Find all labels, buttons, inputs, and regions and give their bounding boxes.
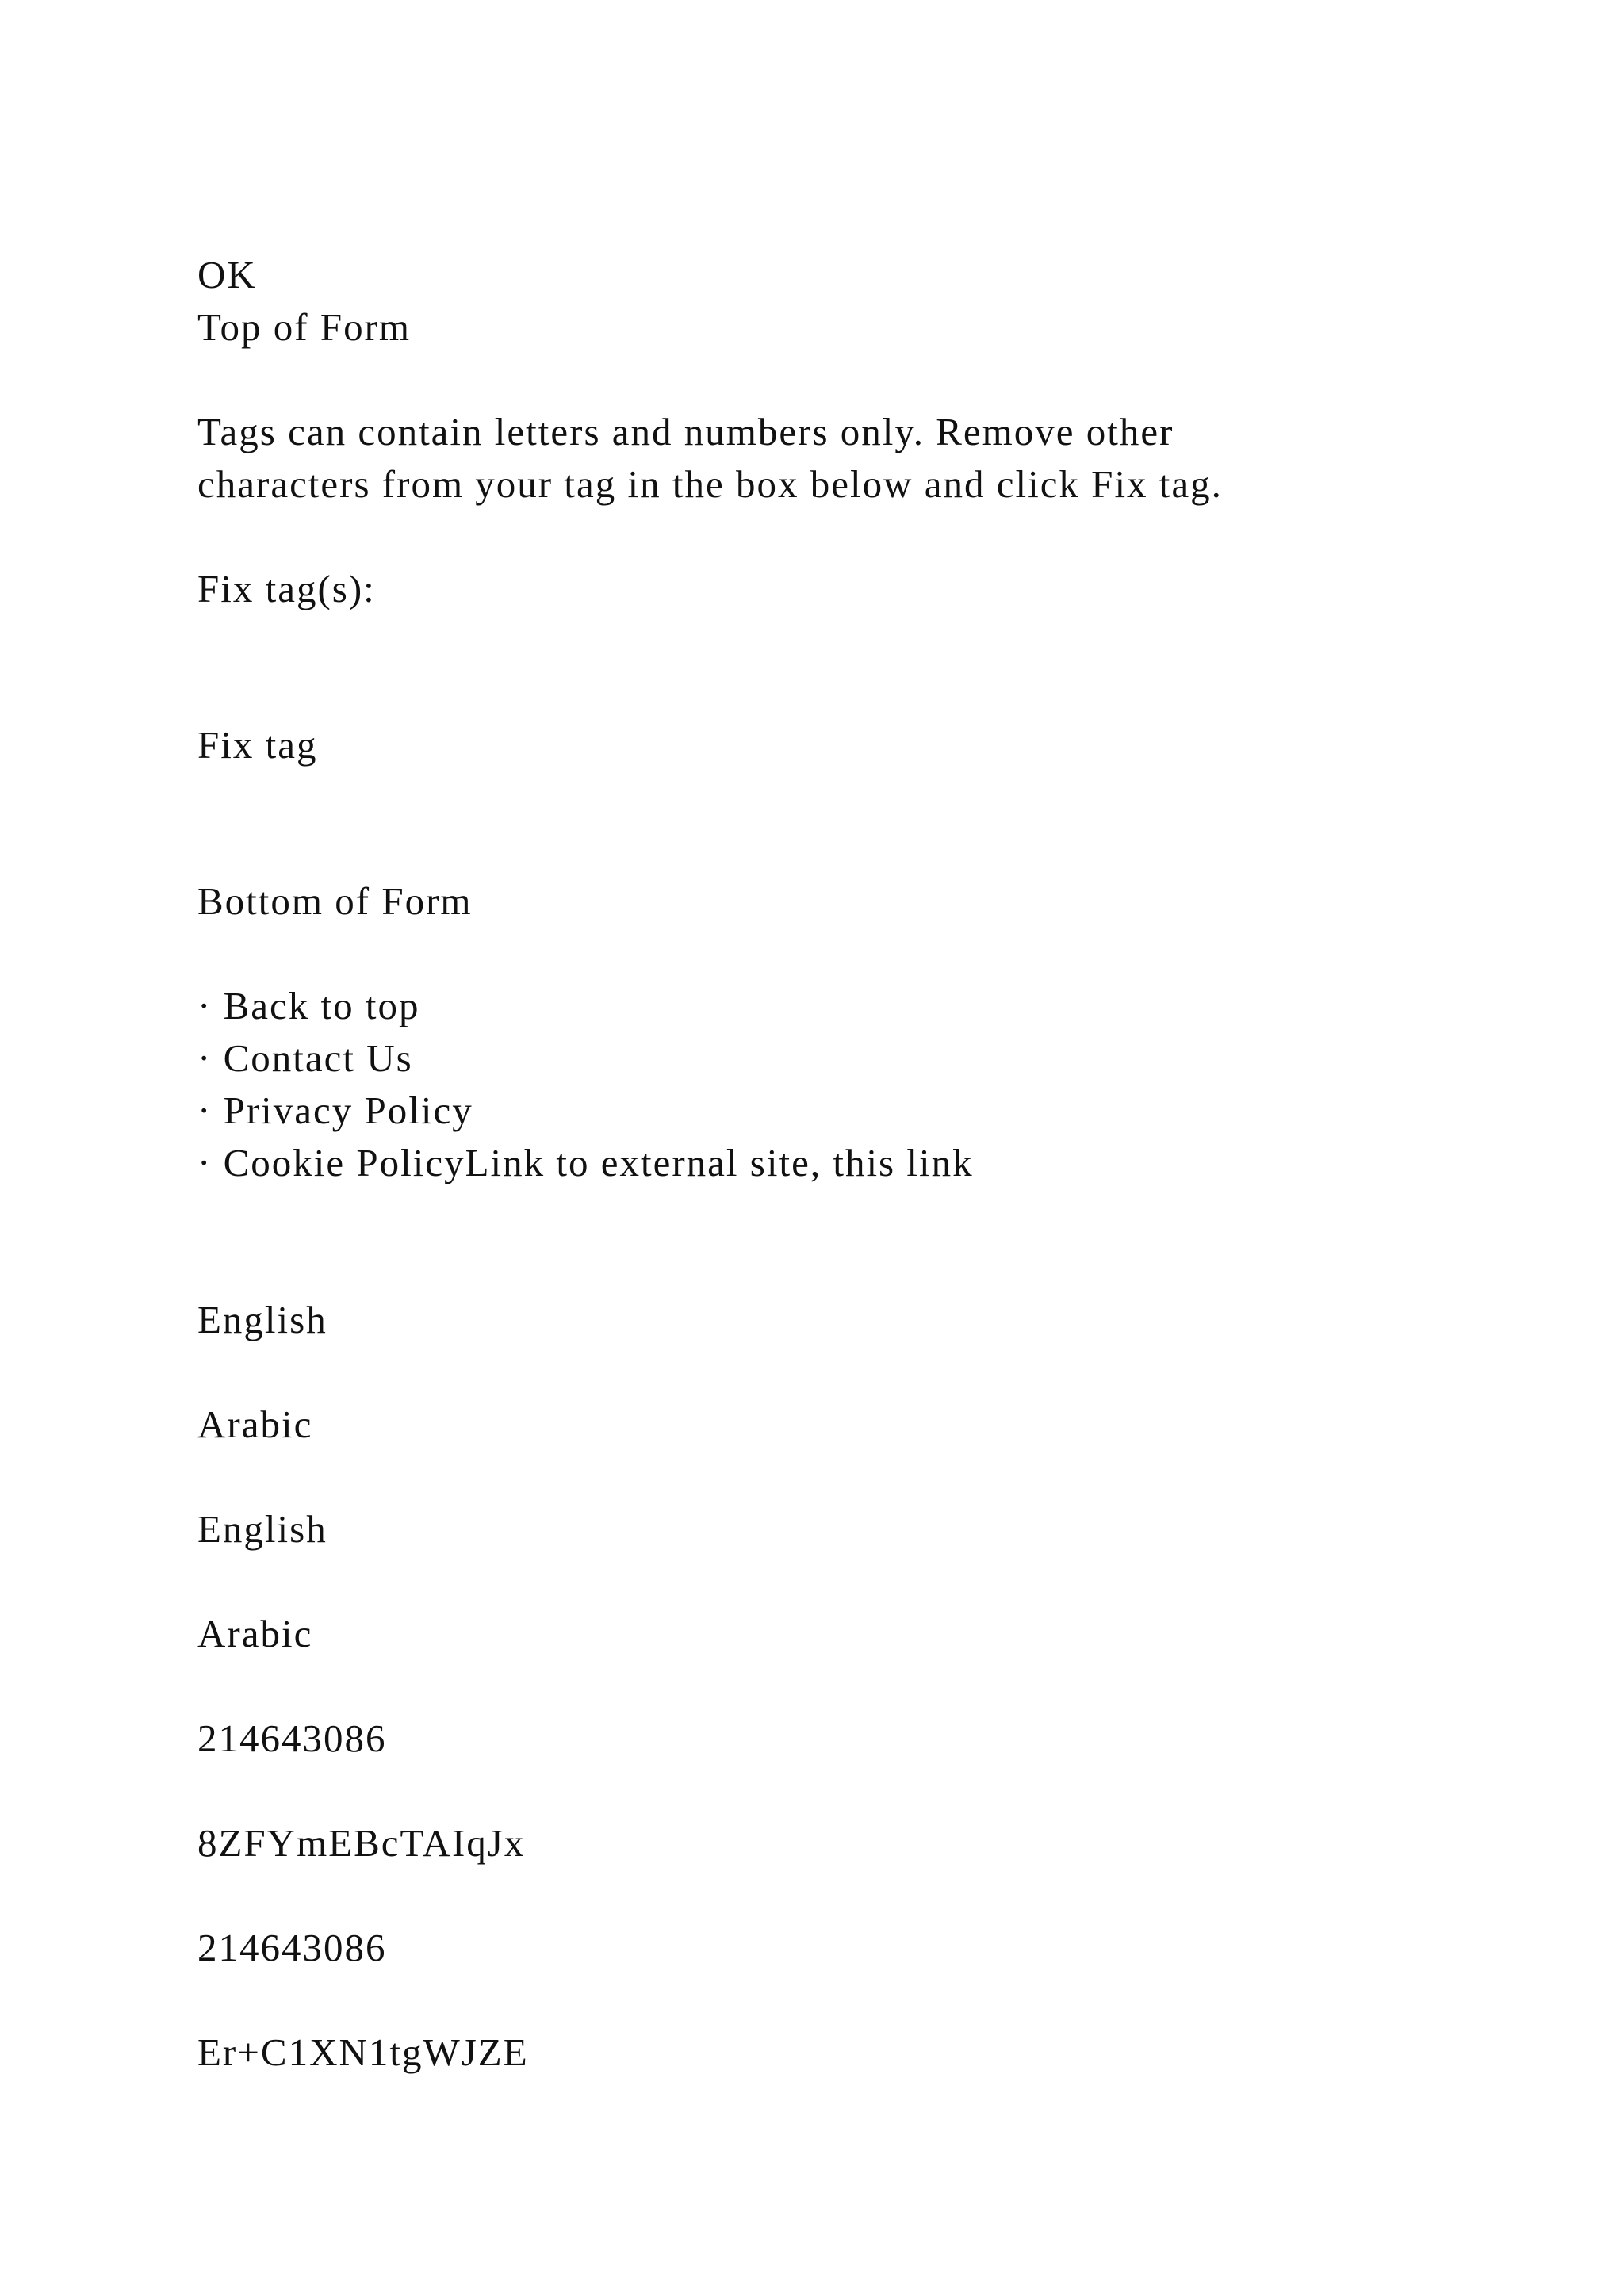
ok-button[interactable]: OK: [197, 253, 257, 297]
instructions-line-1: Tags can contain letters and numbers only. Remove other: [197, 410, 1174, 453]
bottom-of-form-label: Bottom of Form: [197, 879, 473, 923]
fix-tags-label: Fix tag(s):: [197, 567, 376, 610]
language-option-arabic[interactable]: Arabic: [197, 1612, 313, 1655]
instructions-line-2: characters from your tag in the box below and click Fix tag.: [197, 462, 1223, 506]
language-option-english[interactable]: English: [197, 1507, 327, 1551]
code-text: 214643086: [197, 1716, 387, 1760]
footer-link-cookie-policy[interactable]: · Cookie PolicyLink to external site, this link: [197, 1141, 974, 1184]
code-text: 8ZFYmEBcTAIqJx: [197, 1821, 526, 1865]
code-text: Er+C1XN1tgWJZE: [197, 2030, 529, 2074]
language-option-arabic[interactable]: Arabic: [197, 1402, 313, 1446]
code-text: 214643086: [197, 1926, 387, 1969]
footer-link-contact-us[interactable]: · Contact Us: [197, 1036, 413, 1080]
footer-link-privacy-policy[interactable]: · Privacy Policy: [197, 1089, 473, 1132]
language-option-english[interactable]: English: [197, 1298, 327, 1341]
top-of-form-label: Top of Form: [197, 305, 412, 349]
footer-link-back-to-top[interactable]: · Back to top: [197, 984, 420, 1027]
fix-tag-button[interactable]: Fix tag: [197, 723, 318, 767]
